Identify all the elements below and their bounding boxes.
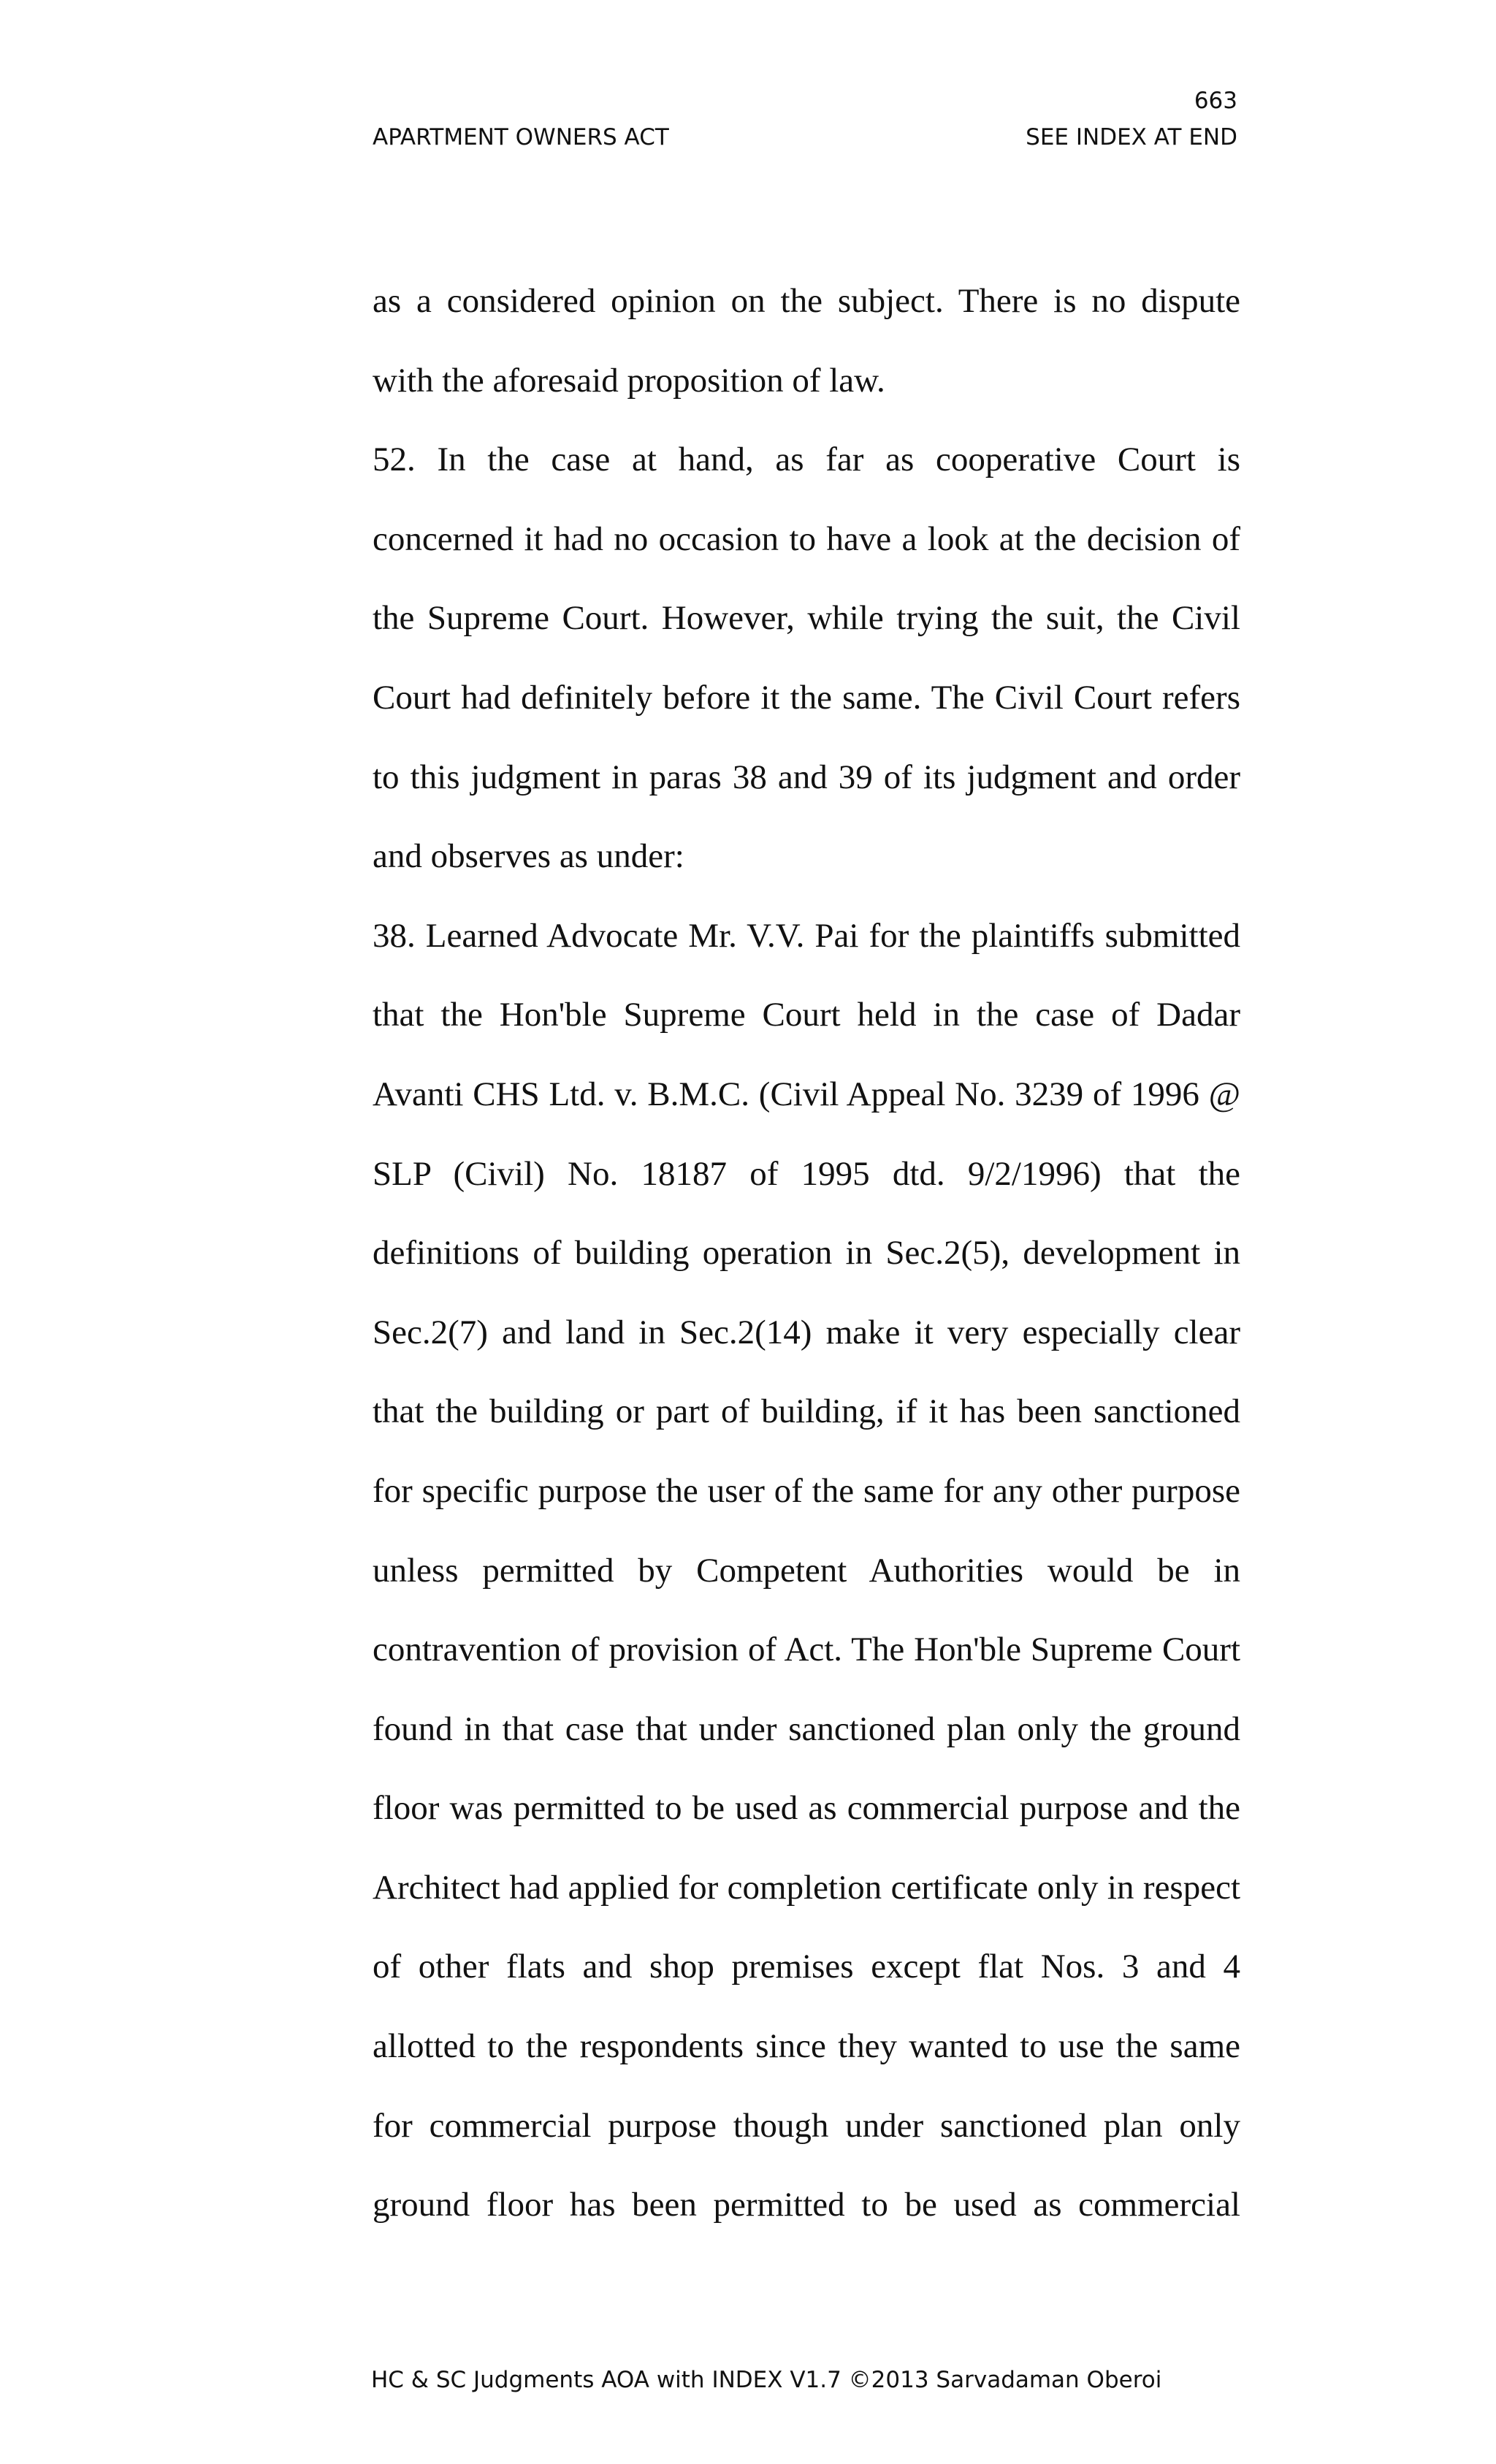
running-header-right: SEE INDEX AT END <box>1026 124 1237 150</box>
page-number: 663 <box>1194 88 1237 114</box>
paragraph-52: 52. In the case at hand, as far as cooperative Court is concerned it had no occasion to have a look at the decision of the Supreme Court. However, while trying the suit, the Civil Court had definitely before it the same. The Civil Court refers to this judgment in paras 38 and 39 of its judgment and order and observes as under: <box>373 440 1240 876</box>
paragraph-38-quoted: 38. Learned Advocate Mr. V.V. Pai for the plaintiffs submitted that the Hon'ble Supreme Court held in the case of Dadar Avanti CHS Ltd. v. B.M.C. (Civil Appeal No. 3239 of 1996 @ SLP (Civil) No. 18187 of 1995 dtd. 9/2/1996) that the definitions of building operation in Sec.2(5), development in Sec.2(7) and land in Sec.2(14) make it very especially clear that the building or part of building, if it has been sanctioned for specific purpose the user of the same for any other purpose unless permitted by Competent Authorities would be in contravention of provision of Act. The Hon'ble Supreme Court found in that case that under sanctioned plan only the ground floor was permitted to be used as commercial purpose and the Architect had applied for completion certificate only in respect of other flats and shop premises except flat Nos. 3 and 4 allotted to the respondents since they wanted to use the same for commercial purpose though under sanctioned plan only ground floor has been permitted to be used as commercial <box>373 916 1240 2224</box>
document-body <box>373 262 1240 2245</box>
running-header-left: APARTMENT OWNERS ACT <box>373 124 669 150</box>
paragraph-continuation: as a considered opinion on the subject. There is no dispute with the aforesaid proposition of law. <box>373 282 1240 400</box>
footer: HC & SC Judgments AOA with INDEX V1.7 ©2013 Sarvadaman Oberoi <box>371 2367 1162 2393</box>
